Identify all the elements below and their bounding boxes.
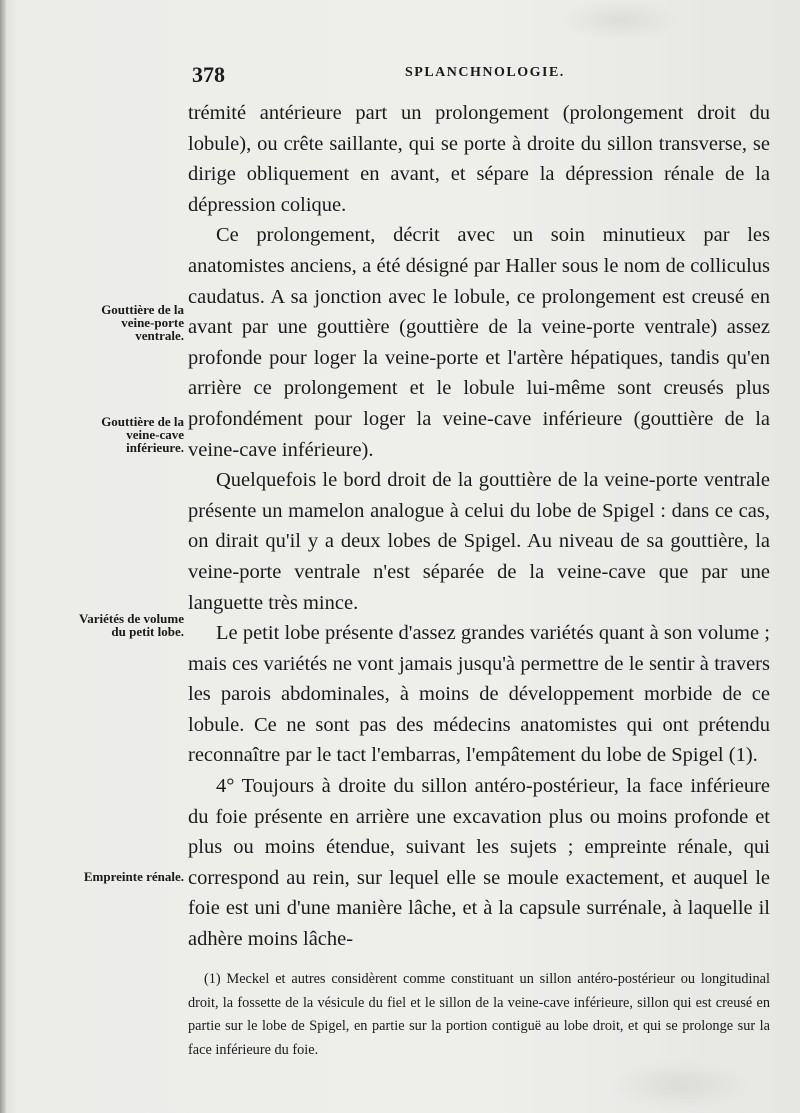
paragraph: Quelquefois le bord droit de la gouttière de la veine-porte ventrale présente un mamelon analogue à celui du lobe de Spigel : dans ce cas, on dirait qu'il y a deux lobes de Spigel. Au niveau de sa gouttière, la veine-porte ventrale n'est séparée de la veine-cave que par une languette très mince. bbox=[188, 469, 770, 614]
margin-note-empreinte-renale: Empreinte rénale. bbox=[83, 869, 184, 884]
margin-note-gouttiere-veine-porte: Gouttière de la veine-porte ventrale. bbox=[101, 302, 184, 343]
page-header bbox=[190, 62, 770, 86]
page-number: 378 bbox=[192, 62, 225, 87]
footnote-text: (1) Meckel et autres considèrent comme constituant un sillon antéro-postérieur ou longitudinal droit, la fossette de la vésicule du fiel et le sillon de la veine-cave inférieure, sillon qui est creusé en partie sur le lobe de Spigel, en partie sur la portion contiguë au lobe droit, et qui se prolonge sur la face inférieure du foie. bbox=[188, 971, 770, 1058]
paragraph: Ce prolongement, décrit avec un soin minutieux par les anatomistes anciens, a été désigné par Haller sous le nom de colliculus caudatus. A sa jonction avec le lobule, ce prolongement est creusé en avant par une gouttière (gouttière de la veine-porte ventrale) assez profonde pour loger la veine-porte et l'artère hépatiques, tandis qu'en arrière ce prolongement et le lobule lui-même sont creusés plus profondément pour loger la veine-cave inférieure (gouttière de la veine-cave inférieure). bbox=[188, 224, 770, 461]
main-text bbox=[188, 98, 770, 955]
margin-note-gouttiere-veine-cave: Gouttière de la veine-cave inférieure. bbox=[101, 414, 184, 455]
page-binding-edge bbox=[0, 0, 6, 1113]
paper-stain bbox=[610, 1060, 750, 1110]
paragraph: trémité antérieure part un prolongement (prolongement droit du lobule), ou crête saillante, qui se porte à droite du sillon transverse, se dirige obliquement en avant, et sépare la dépression rénale de la dépression colique. bbox=[188, 102, 770, 216]
paragraph: Le petit lobe présente d'assez grandes variétés quant à son volume ; mais ces variétés ne vont jamais jusqu'à permettre de le sentir à travers les parois abdominales, à moins de développement morbide de ce lobule. Ce ne sont pas des médecins anatomistes qui ont prétendu reconnaître par le tact l'embarras, l'empâtement du lobe de Spigel (1). bbox=[188, 622, 770, 767]
paper-stain bbox=[560, 0, 680, 40]
running-head: SPLANCHNOLOGIE. bbox=[405, 65, 565, 80]
margin-note-varietes-volume: Variétés de volume du petit lobe. bbox=[79, 611, 184, 639]
footnote bbox=[188, 968, 770, 1062]
paragraph: 4° Toujours à droite du sillon antéro-postérieur, la face inférieure du foie présente en arrière une excavation plus ou moins profonde et plus ou moins étendue, suivant les sujets ; empreinte rénale, qui correspond au rein, sur lequel elle se moule exactement, et auquel le foie est uni d'une manière lâche, et à la capsule surrénale, à laquelle il adhère moins lâche- bbox=[188, 775, 770, 951]
